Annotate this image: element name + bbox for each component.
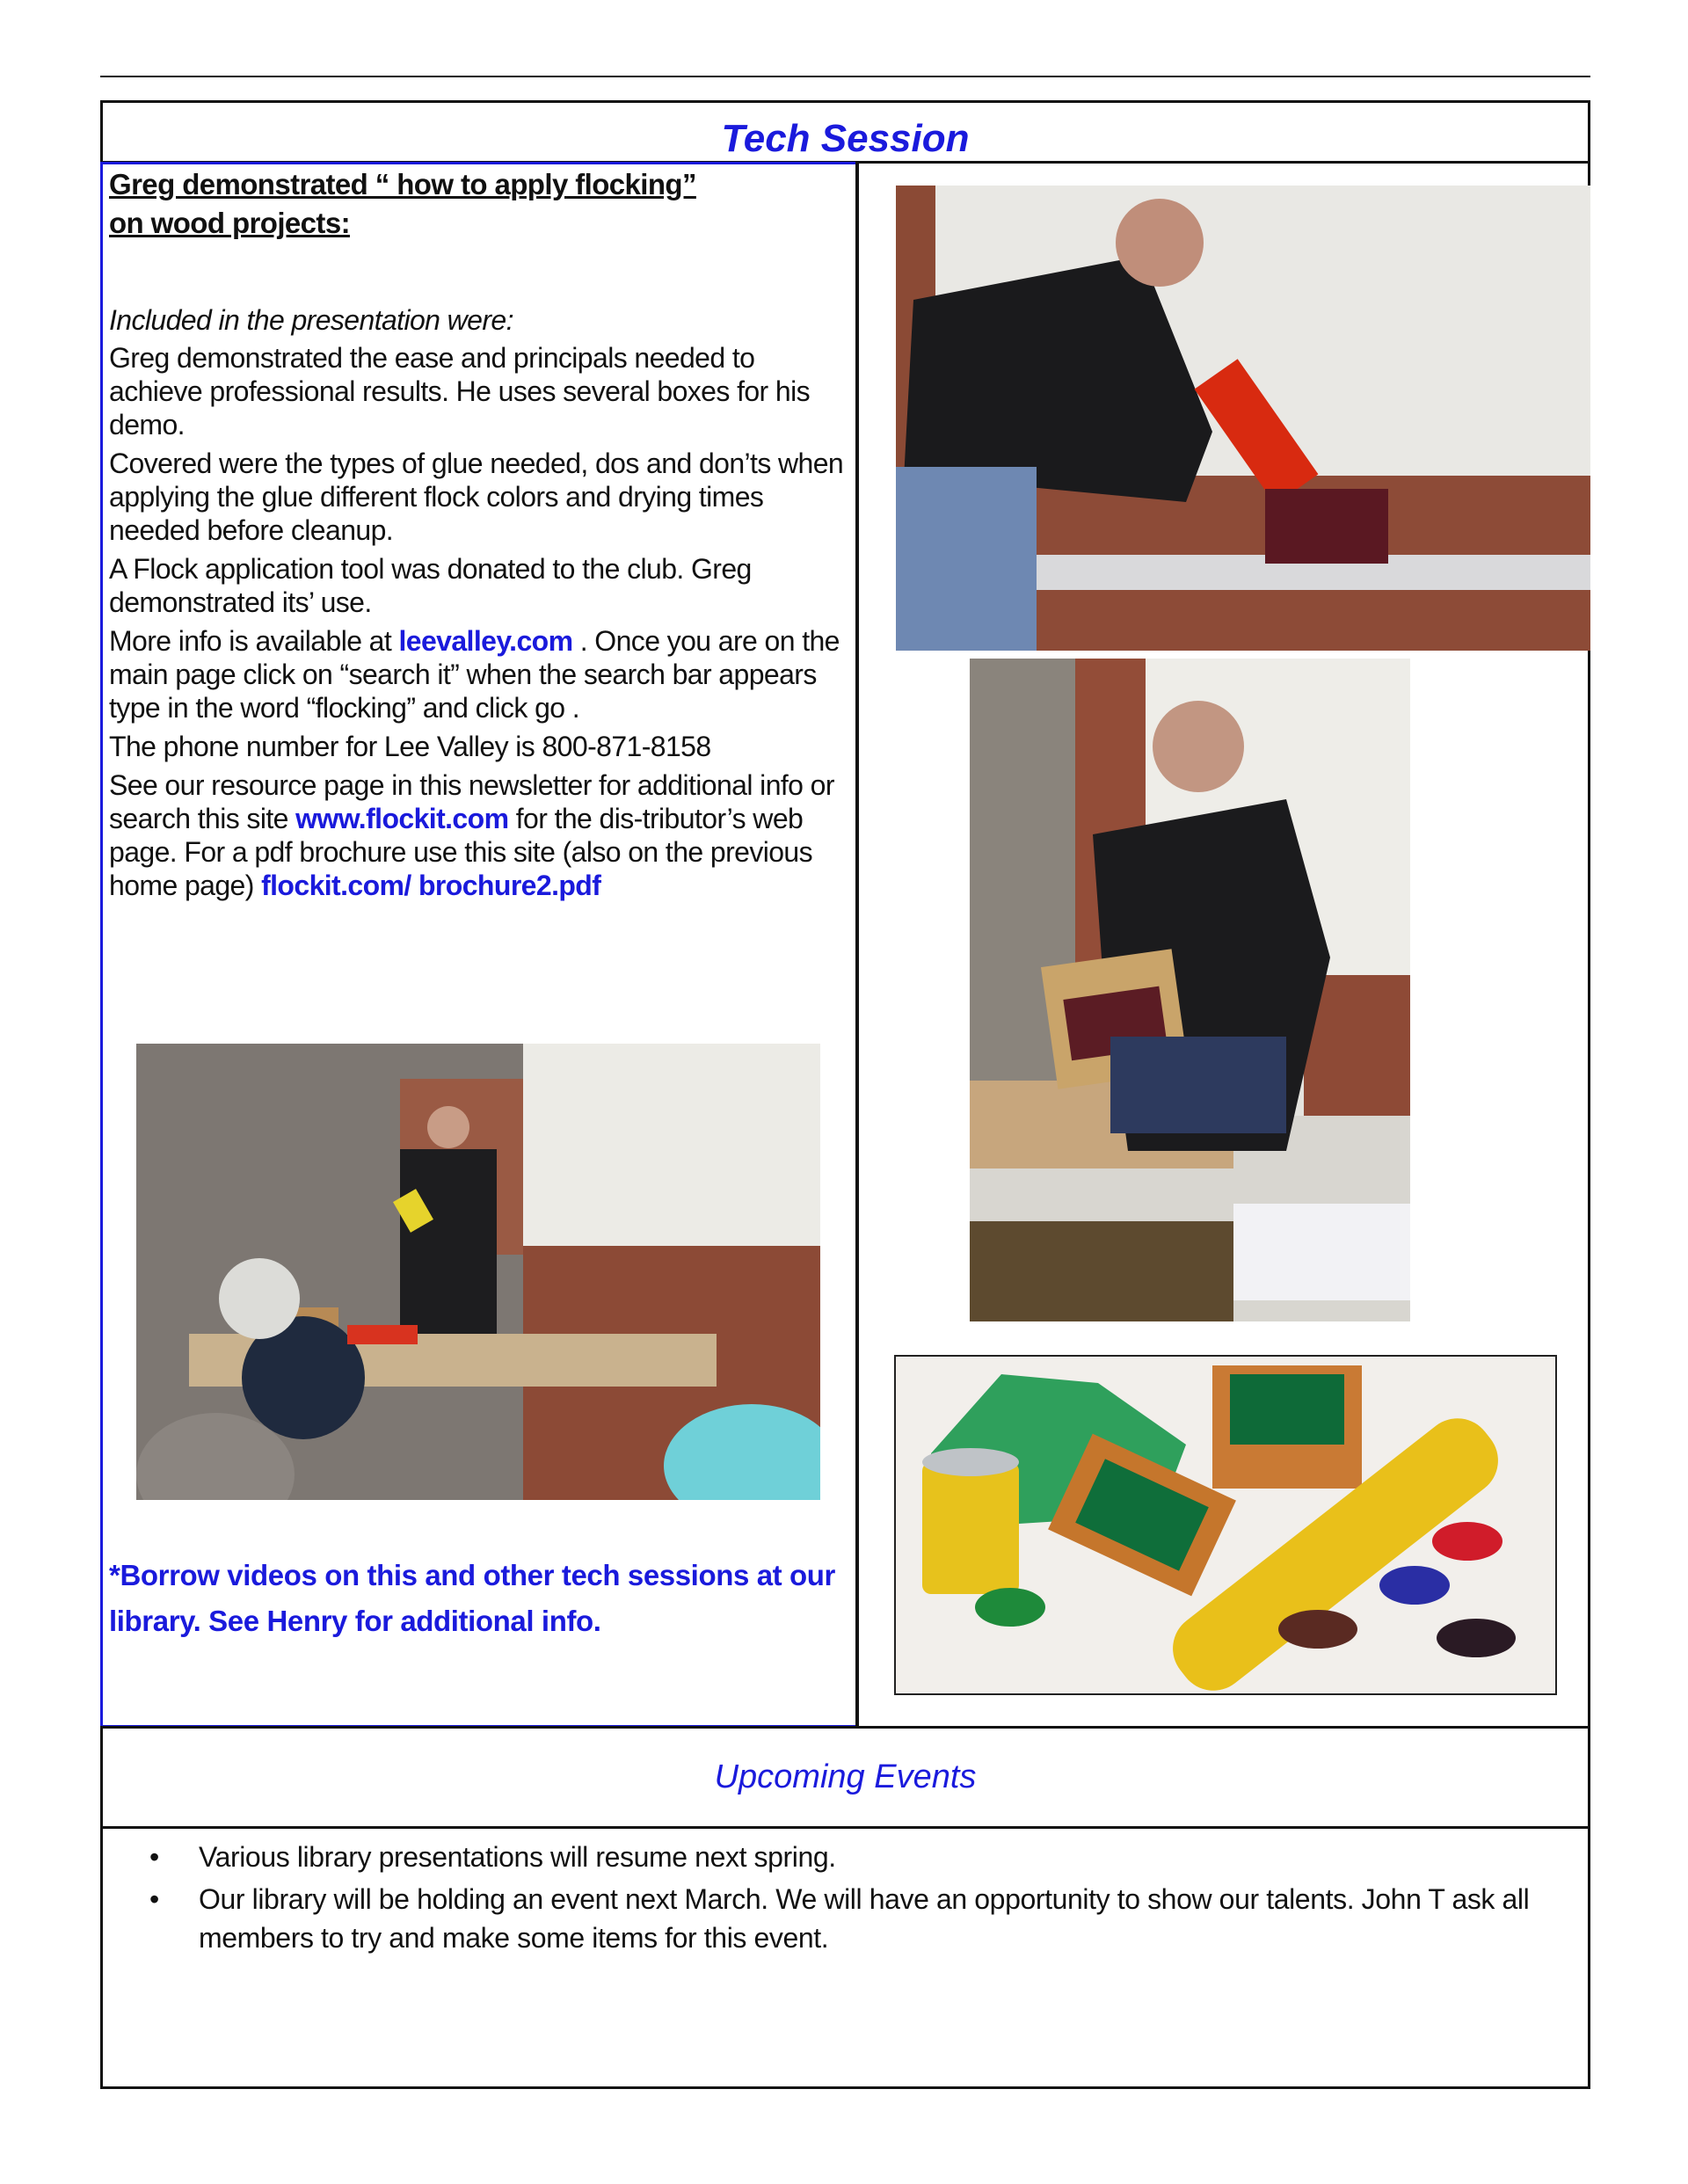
paragraph-3: A Flock application tool was donated to the club. Greg demonstrated its’ use. <box>109 553 752 618</box>
title-row <box>100 100 1590 164</box>
flockit-link[interactable]: www.flockit.com <box>295 803 509 834</box>
photo-greg-applying-flock <box>896 186 1590 651</box>
p6-text-b: for the dis-tributor’s web page. For a pdf brochure use this site (also on the previous home page) <box>109 803 813 901</box>
heading-line-2: on wood projects: <box>109 207 350 239</box>
event-item <box>149 1838 1556 1876</box>
upcoming-events-list <box>149 1838 1556 1961</box>
p4-text-a: More info is available at <box>109 625 399 657</box>
paragraph-6 <box>109 768 853 902</box>
photo-greg-presenting-room <box>136 1044 820 1500</box>
upcoming-events-title: Upcoming Events <box>714 1758 977 1795</box>
brochure-link[interactable]: flockit.com/ brochure2.pdf <box>261 870 601 901</box>
photo-flocking-products <box>894 1355 1557 1695</box>
event-item <box>149 1880 1556 1957</box>
bullet-icon: • <box>149 1883 159 1915</box>
upcoming-events-header <box>100 1726 1590 1829</box>
leevalley-link[interactable]: leevalley.com <box>398 625 573 657</box>
event-text: Our library will be holding an event next March. We will have an opportunity to show our talents. John T ask all members to try and make some items for this event. <box>199 1883 1530 1954</box>
heading-line-1: Greg demonstrated “ how to apply flocking” <box>109 168 696 200</box>
paragraph-2: Covered were the types of glue needed, dos and don’ts when applying the glue different flock colors and drying times needed before cleanup. <box>109 448 844 546</box>
top-rule <box>100 76 1590 77</box>
paragraph-1: Greg demonstrated the ease and principals needed to achieve professional results. He uses several boxes for his demo. <box>109 342 811 440</box>
photo-greg-holding-box <box>970 659 1410 1321</box>
article-heading <box>109 165 853 243</box>
paragraph-4 <box>109 624 853 724</box>
event-text: Various library presentations will resume next spring. <box>199 1841 836 1873</box>
p4-text-b: . Once you are on the main page click on “search it” when the search bar appears type in the word “flocking” and click go . <box>109 625 840 724</box>
bullet-icon: • <box>149 1841 159 1873</box>
section-title: Tech Session <box>721 117 970 160</box>
intro-text: Included in the presentation were: <box>109 304 513 336</box>
article-text <box>109 165 853 907</box>
borrow-videos-note: *Borrow videos on this and other tech sessions at our library. See Henry for additional info. <box>109 1559 835 1637</box>
paragraph-5: The phone number for Lee Valley is 800-871-8158 <box>109 731 711 762</box>
column-divider <box>855 162 859 1728</box>
p6-text-a: See our resource page in this newsletter for additional info or search this site <box>109 769 834 834</box>
